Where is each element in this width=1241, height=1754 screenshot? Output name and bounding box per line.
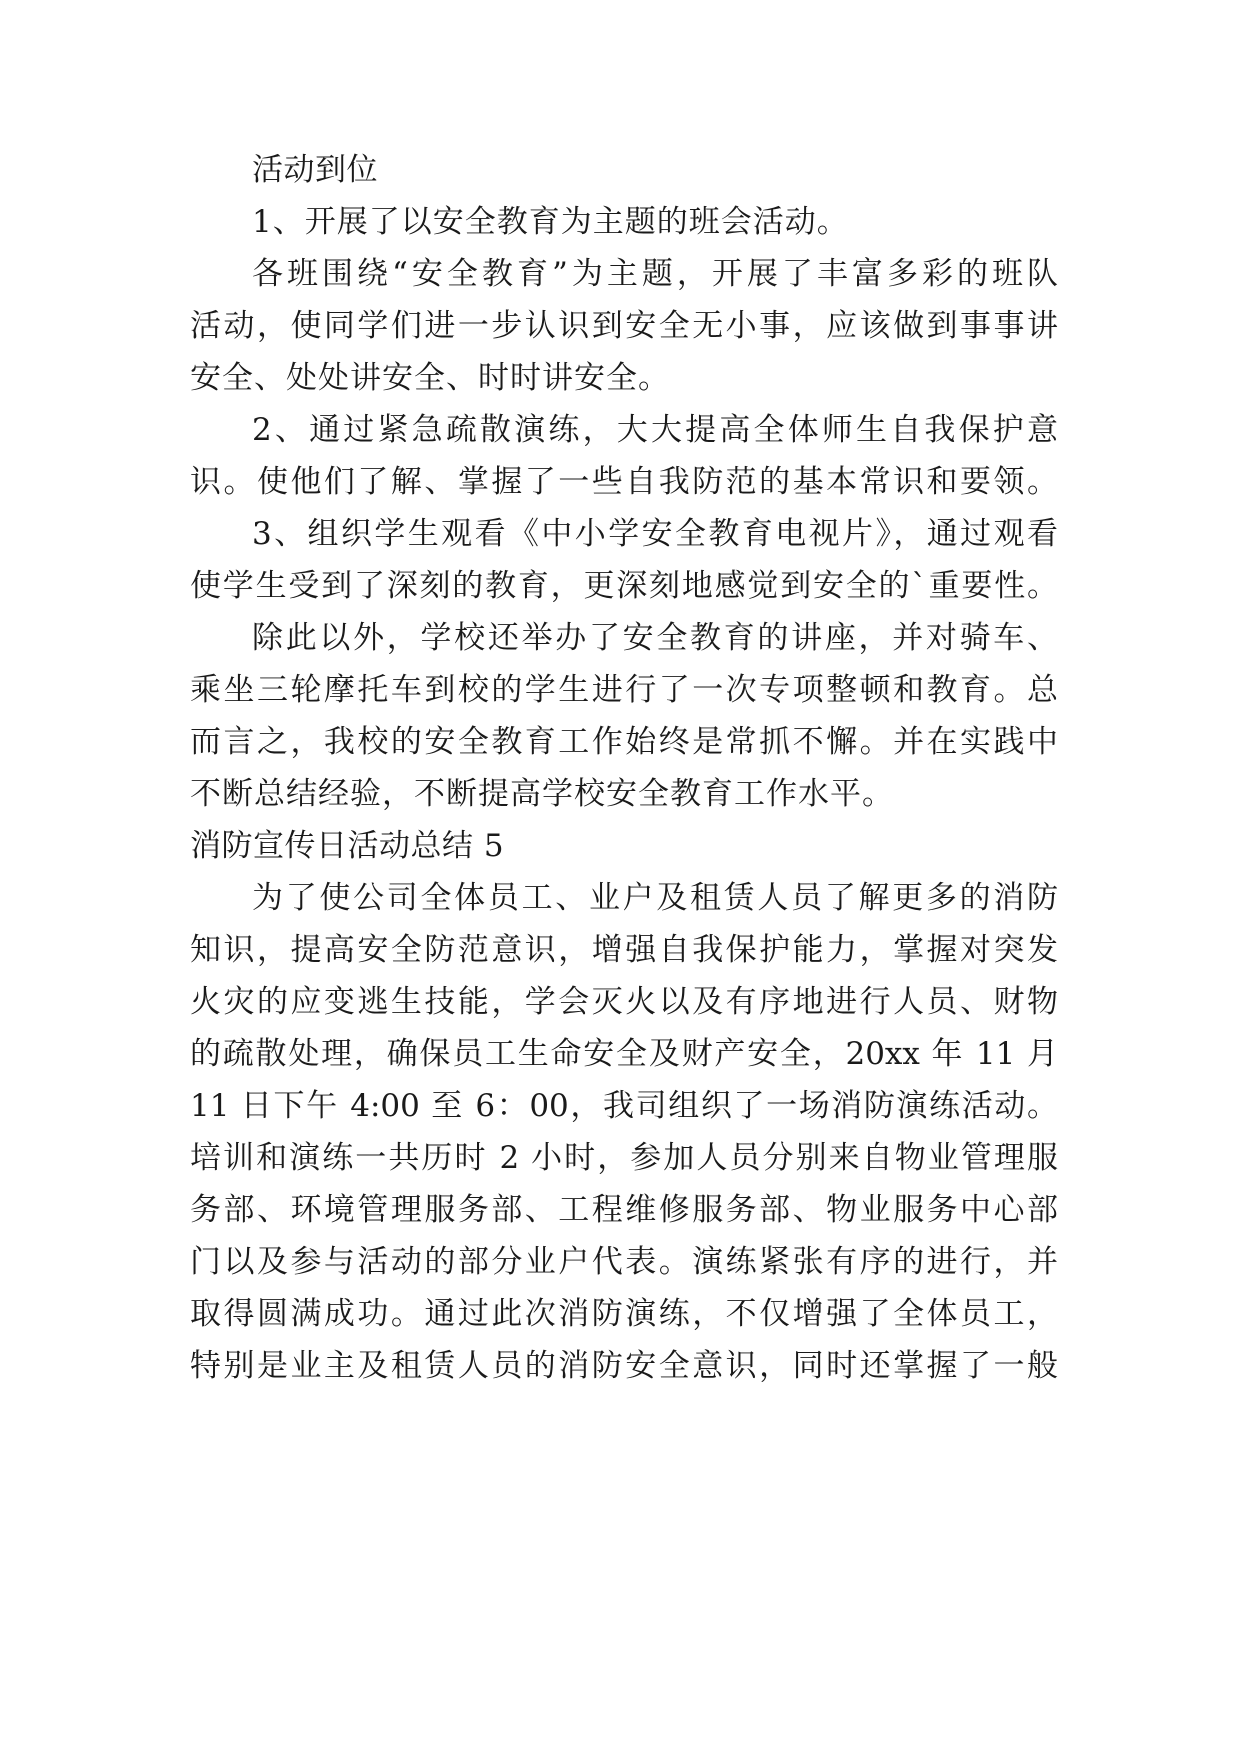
paragraph-line: 取得圆满成功。通过此次消防演练，不仅增强了全体员工， xyxy=(190,1296,1058,1332)
paragraph-line: 各班围绕“安全教育”为主题，开展了丰富多彩的班队 xyxy=(252,256,1058,292)
paragraph-line: 门以及参与活动的部分业户代表。演练紧张有序的进行，并 xyxy=(190,1244,1058,1280)
list-item-1-title: 1、开展了以安全教育为主题的班会活动。 xyxy=(252,204,849,240)
list-item-2-line: 识。使他们了解、掌握了一些自我防范的基本常识和要领。 xyxy=(190,464,1058,500)
paragraph-line: 而言之，我校的安全教育工作始终是常抓不懈。并在实践中 xyxy=(190,724,1058,760)
section-title: 消防宣传日活动总结 5 xyxy=(190,828,505,864)
paragraph-line: 除此以外，学校还举办了安全教育的讲座，并对骑车、 xyxy=(252,620,1058,656)
paragraph-line: 11 日下午 4:00 至 6：00，我司组织了一场消防演练活动。 xyxy=(190,1088,1058,1124)
list-item-2-line: 2、通过紧急疏散演练，大大提高全体师生自我保护意 xyxy=(252,412,1058,448)
paragraph-line: 的疏散处理，确保员工生命安全及财产安全，20xx 年 11 月 xyxy=(190,1036,1058,1072)
paragraph-line: 特别是业主及租赁人员的消防安全意识，同时还掌握了一般 xyxy=(190,1348,1058,1384)
paragraph-line: 培训和演练一共历时 2 小时，参加人员分别来自物业管理服 xyxy=(190,1140,1058,1176)
paragraph-line: 火灾的应变逃生技能，学会灭火以及有序地进行人员、财物 xyxy=(190,984,1058,1020)
list-item-3-line: 3、组织学生观看《中小学安全教育电视片》，通过观看 xyxy=(252,516,1058,552)
section-heading: 活动到位 xyxy=(252,152,378,188)
paragraph-line: 不断总结经验，不断提高学校安全教育工作水平。 xyxy=(190,776,894,812)
paragraph-line: 务部、环境管理服务部、工程维修服务部、物业服务中心部 xyxy=(190,1192,1058,1228)
paragraph-line: 知识，提高安全防范意识，增强自我保护能力，掌握对突发 xyxy=(190,932,1058,968)
paragraph-line: 乘坐三轮摩托车到校的学生进行了一次专项整顿和教育。总 xyxy=(190,672,1058,708)
paragraph-line: 为了使公司全体员工、业户及租赁人员了解更多的消防 xyxy=(252,880,1058,916)
paragraph-line: 活动，使同学们进一步认识到安全无小事，应该做到事事讲 xyxy=(190,308,1058,344)
paragraph-line: 安全、处处讲安全、时时讲安全。 xyxy=(190,360,670,396)
list-item-3-line: 使学生受到了深刻的教育，更深刻地感觉到安全的`重要性。 xyxy=(190,568,1058,604)
